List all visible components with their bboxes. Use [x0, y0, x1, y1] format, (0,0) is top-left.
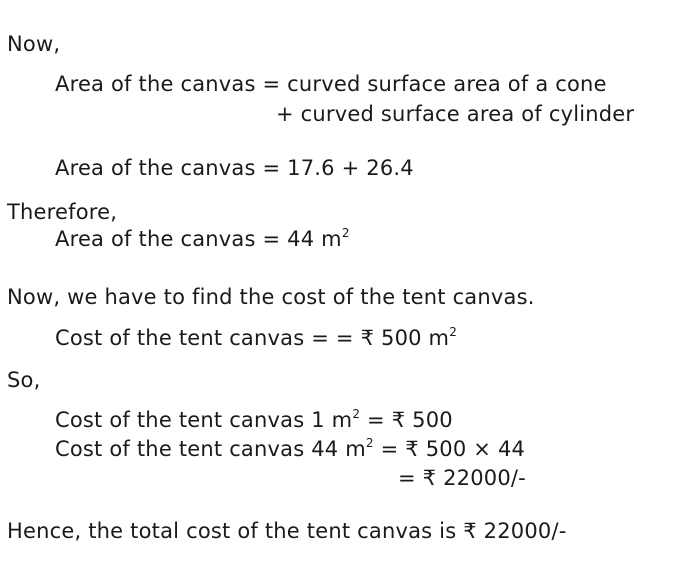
area-result-text: Area of the canvas = 44 m	[55, 227, 342, 251]
area-formula-continuation: + curved surface area of cylinder	[276, 102, 635, 126]
now-heading: Now,	[7, 32, 61, 56]
therefore-heading: Therefore,	[7, 200, 118, 224]
cost-intro-line: Now, we have to find the cost of the tent canvas.	[7, 285, 535, 309]
cost-44m-exponent: 2	[365, 436, 374, 450]
cost-total-line: = ₹ 22000/-	[398, 466, 526, 490]
so-heading: So,	[7, 368, 41, 392]
area-sum-line: Area of the canvas = 17.6 + 26.4	[55, 156, 414, 180]
cost-1m-line	[55, 407, 453, 432]
cost-44m-text: Cost of the tent canvas 44 m	[55, 437, 366, 461]
cost-rate-exponent: 2	[449, 325, 458, 339]
conclusion-line: Hence, the total cost of the tent canvas is ₹ 22000/-	[7, 519, 567, 543]
cost-1m-exponent: 2	[352, 407, 361, 421]
area-result-exponent: 2	[341, 226, 350, 240]
cost-rate-text: Cost of the tent canvas = = ₹ 500 m	[55, 326, 450, 350]
cost-rate-line	[55, 325, 458, 350]
cost-1m-text: Cost of the tent canvas 1 m	[55, 408, 353, 432]
area-formula-line: Area of the canvas = curved surface area of a cone	[55, 72, 607, 96]
cost-44m-value: = ₹ 500 × 44	[373, 437, 526, 461]
cost-1m-value: = ₹ 500	[360, 408, 453, 432]
cost-44m-line	[55, 436, 526, 461]
area-result-line	[55, 226, 350, 251]
